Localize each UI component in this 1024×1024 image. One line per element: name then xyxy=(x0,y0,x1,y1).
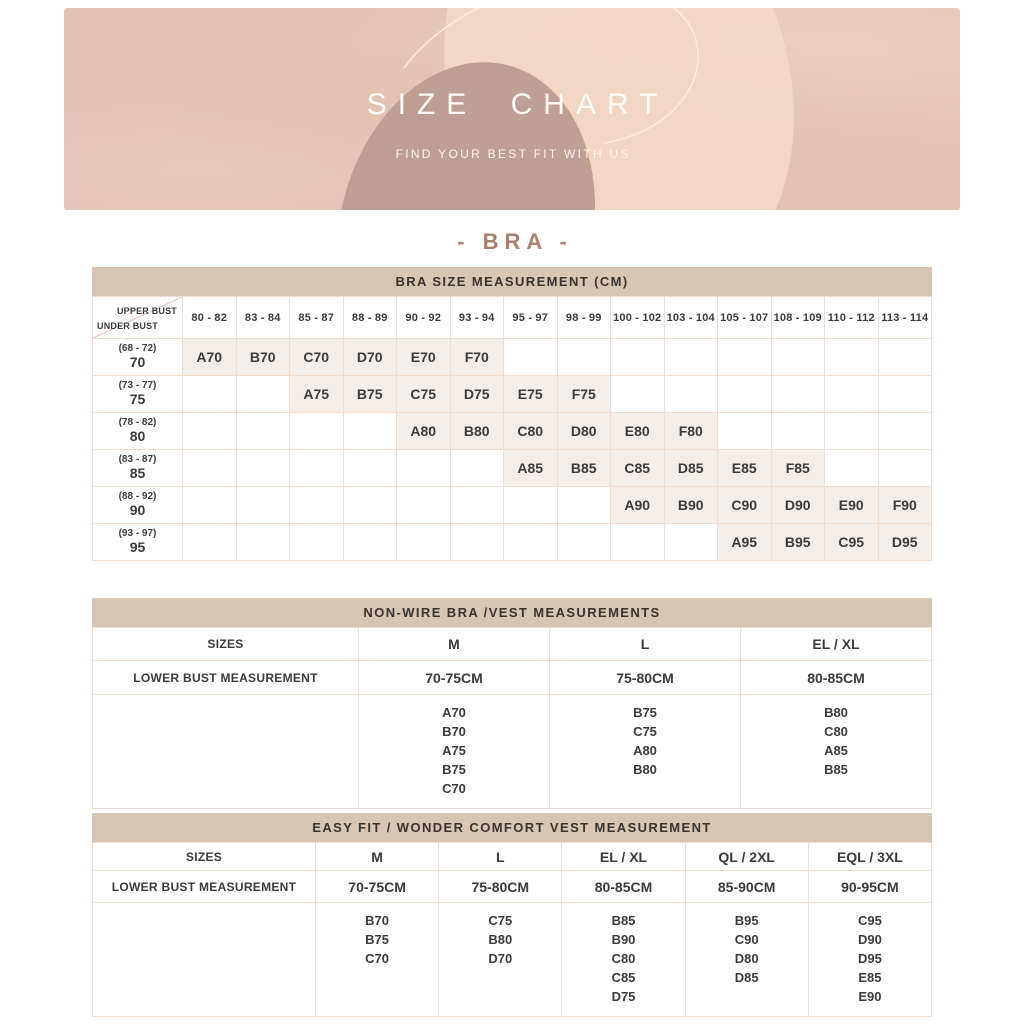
bra-size-cell xyxy=(879,376,933,413)
cup-list-cell-empty xyxy=(93,903,316,1017)
cup-size: D75 xyxy=(611,989,636,1004)
bra-size-cell xyxy=(237,413,291,450)
bra-size-cell xyxy=(718,376,772,413)
bust-range-cell: 90-95CM xyxy=(809,871,932,903)
cup-list-cell-empty xyxy=(93,695,359,809)
bra-size-cell xyxy=(665,524,719,561)
under-bust-range: (93 - 97) xyxy=(118,528,157,540)
bra-size-cell: F80 xyxy=(665,413,719,450)
cup-size: B85 xyxy=(611,913,636,928)
under-bust-label-cell xyxy=(93,413,183,450)
cup-size: A70 xyxy=(442,705,466,720)
bra-size-cell: B75 xyxy=(344,376,398,413)
bra-size-cell: D70 xyxy=(344,339,398,376)
cup-size: B80 xyxy=(633,762,657,777)
cup-size: D85 xyxy=(734,970,759,985)
bra-size-cell xyxy=(397,487,451,524)
upper-bust-range-cell: 103 - 104 xyxy=(665,297,719,339)
bra-size-cell xyxy=(237,450,291,487)
bra-size-cell xyxy=(183,487,237,524)
bra-size-cell xyxy=(665,376,719,413)
bra-size-cell: E80 xyxy=(611,413,665,450)
bra-size-grid xyxy=(92,296,932,561)
bra-size-cell: C95 xyxy=(825,524,879,561)
cup-size: C90 xyxy=(734,932,759,947)
under-bust-size: 95 xyxy=(129,539,146,556)
easyfit-table xyxy=(92,813,932,1017)
under-bust-label-cell xyxy=(93,487,183,524)
bra-size-cell: F90 xyxy=(879,487,933,524)
cup-size: D95 xyxy=(857,951,882,966)
bra-size-cell xyxy=(397,524,451,561)
size-name-cell: M xyxy=(359,628,550,661)
cup-size: D70 xyxy=(488,951,513,966)
bra-size-cell xyxy=(237,524,291,561)
under-bust-range: (88 - 92) xyxy=(118,491,157,503)
bra-size-cell xyxy=(504,339,558,376)
bra-size-cell xyxy=(558,339,612,376)
nonwire-grid xyxy=(92,627,932,809)
cup-list-cell xyxy=(550,695,741,809)
bust-range-cell: 75-80CM xyxy=(439,871,562,903)
bra-size-cell xyxy=(611,339,665,376)
under-bust-label: UNDER BUST xyxy=(97,321,159,331)
cup-list-cell xyxy=(359,695,550,809)
bra-size-cell: D95 xyxy=(879,524,933,561)
cup-size: B75 xyxy=(633,705,657,720)
upper-bust-range-cell: 105 - 107 xyxy=(718,297,772,339)
size-name-cell: EL / XL xyxy=(562,843,685,871)
cup-size: C95 xyxy=(857,913,882,928)
bra-size-cell: A80 xyxy=(397,413,451,450)
bra-size-cell xyxy=(183,524,237,561)
bra-size-cell: B90 xyxy=(665,487,719,524)
bra-size-cell: B95 xyxy=(772,524,826,561)
bra-size-cell xyxy=(825,413,879,450)
bra-size-cell xyxy=(825,339,879,376)
bra-size-cell xyxy=(558,487,612,524)
cup-size: D90 xyxy=(857,932,882,947)
cup-size: B70 xyxy=(365,913,390,928)
cup-size: C70 xyxy=(442,781,466,796)
upper-bust-label: UPPER BUST xyxy=(116,306,177,316)
bra-size-cell: F85 xyxy=(772,450,826,487)
bra-size-cell: C80 xyxy=(504,413,558,450)
sizes-row-label: SIZES xyxy=(93,843,316,871)
bra-size-cell: D75 xyxy=(451,376,505,413)
bra-size-cell: E70 xyxy=(397,339,451,376)
under-bust-size: 70 xyxy=(129,354,146,371)
bra-size-cell xyxy=(290,524,344,561)
bra-size-cell: F70 xyxy=(451,339,505,376)
bra-size-cell xyxy=(344,450,398,487)
upper-bust-range-cell: 113 - 114 xyxy=(879,297,933,339)
bra-size-cell xyxy=(183,413,237,450)
upper-bust-range-cell: 95 - 97 xyxy=(504,297,558,339)
size-name-cell: QL / 2XL xyxy=(686,843,809,871)
bra-size-cell xyxy=(290,450,344,487)
cup-size: B80 xyxy=(488,932,513,947)
bra-size-cell: A70 xyxy=(183,339,237,376)
bra-size-cell: C85 xyxy=(611,450,665,487)
sizes-row-label: SIZES xyxy=(93,628,359,661)
bra-size-cell xyxy=(879,413,933,450)
cup-list-cell xyxy=(741,695,932,809)
bra-size-cell xyxy=(825,376,879,413)
size-name-cell: EL / XL xyxy=(741,628,932,661)
cup-size: A85 xyxy=(824,743,848,758)
easyfit-grid xyxy=(92,842,932,1017)
size-name-cell: EQL / 3XL xyxy=(809,843,932,871)
bra-size-cell xyxy=(451,524,505,561)
cup-list-cell xyxy=(562,903,685,1017)
bra-size-cell: B80 xyxy=(451,413,505,450)
upper-bust-range-cell: 85 - 87 xyxy=(290,297,344,339)
bra-size-cell xyxy=(718,413,772,450)
bra-size-cell: B85 xyxy=(558,450,612,487)
cup-size: B85 xyxy=(824,762,848,777)
page-title: SIZE CHART xyxy=(366,88,669,121)
bra-size-cell xyxy=(879,339,933,376)
upper-bust-range-cell: 88 - 89 xyxy=(344,297,398,339)
cup-size: B75 xyxy=(365,932,390,947)
cup-size: E85 xyxy=(858,970,882,985)
bra-size-cell: C75 xyxy=(397,376,451,413)
cup-size: E90 xyxy=(858,989,882,1004)
size-name-cell: L xyxy=(439,843,562,871)
bra-size-cell xyxy=(611,376,665,413)
bust-range-cell: 80-85CM xyxy=(741,661,932,695)
under-bust-size: 80 xyxy=(129,428,146,445)
bra-size-cell xyxy=(879,450,933,487)
bra-size-cell xyxy=(772,376,826,413)
bra-size-cell: B70 xyxy=(237,339,291,376)
cup-size: B95 xyxy=(734,913,759,928)
under-bust-label-cell xyxy=(93,524,183,561)
under-bust-range: (68 - 72) xyxy=(118,343,157,355)
bra-size-cell xyxy=(237,376,291,413)
upper-bust-range-cell: 100 - 102 xyxy=(611,297,665,339)
cup-size: B80 xyxy=(824,705,848,720)
bra-size-cell xyxy=(665,339,719,376)
bra-size-cell xyxy=(504,487,558,524)
section-heading-bra: - BRA - xyxy=(457,229,573,254)
bra-size-cell xyxy=(290,487,344,524)
bra-size-cell: A85 xyxy=(504,450,558,487)
upper-bust-range-cell: 83 - 84 xyxy=(237,297,291,339)
bra-size-cell: E85 xyxy=(718,450,772,487)
bra-size-cell: E75 xyxy=(504,376,558,413)
bra-size-cell: A95 xyxy=(718,524,772,561)
bust-range-cell: 70-75CM xyxy=(316,871,439,903)
under-bust-label-cell xyxy=(93,339,183,376)
nonwire-table-title: NON-WIRE BRA /VEST MEASUREMENTS xyxy=(92,598,932,627)
under-bust-size: 85 xyxy=(129,465,146,482)
bra-size-cell: F75 xyxy=(558,376,612,413)
under-bust-label-cell xyxy=(93,376,183,413)
cup-size: B90 xyxy=(611,932,636,947)
bra-size-cell: A75 xyxy=(290,376,344,413)
cup-list-cell xyxy=(316,903,439,1017)
cup-size: C75 xyxy=(488,913,513,928)
cup-size: C85 xyxy=(611,970,636,985)
bra-size-cell xyxy=(237,487,291,524)
bra-size-cell: E90 xyxy=(825,487,879,524)
bra-size-cell: A90 xyxy=(611,487,665,524)
under-bust-size: 90 xyxy=(129,502,146,519)
cup-size: C80 xyxy=(824,724,848,739)
bra-size-cell xyxy=(504,524,558,561)
banner xyxy=(64,8,960,210)
under-bust-label-cell xyxy=(93,450,183,487)
page-subtitle: FIND YOUR BEST FIT WITH US xyxy=(395,147,631,161)
bra-size-cell xyxy=(344,413,398,450)
cup-size: B70 xyxy=(442,724,466,739)
easyfit-table-title: EASY FIT / WONDER COMFORT VEST MEASUREMENT xyxy=(92,813,932,842)
bra-size-cell xyxy=(772,339,826,376)
upper-bust-range-cell: 108 - 109 xyxy=(772,297,826,339)
bra-size-table xyxy=(92,267,932,561)
bra-size-cell xyxy=(611,524,665,561)
bra-size-cell: C90 xyxy=(718,487,772,524)
bust-range-cell: 80-85CM xyxy=(562,871,685,903)
under-bust-range: (83 - 87) xyxy=(118,454,157,466)
upper-bust-range-cell: 90 - 92 xyxy=(397,297,451,339)
bra-size-cell xyxy=(558,524,612,561)
under-bust-size: 75 xyxy=(129,391,146,408)
bra-size-cell xyxy=(451,450,505,487)
bust-range-cell: 70-75CM xyxy=(359,661,550,695)
bra-size-cell xyxy=(397,450,451,487)
bra-size-cell xyxy=(772,413,826,450)
cup-list-cell xyxy=(809,903,932,1017)
bra-size-cell xyxy=(451,487,505,524)
upper-bust-range-cell: 98 - 99 xyxy=(558,297,612,339)
under-bust-range: (73 - 77) xyxy=(118,380,157,392)
upper-bust-range-cell: 80 - 82 xyxy=(183,297,237,339)
bra-size-cell xyxy=(718,339,772,376)
corner-cell xyxy=(93,297,183,339)
bra-size-cell: D80 xyxy=(558,413,612,450)
nonwire-table xyxy=(92,598,932,809)
cup-list-cell xyxy=(439,903,562,1017)
cup-size: C75 xyxy=(633,724,657,739)
bra-size-cell xyxy=(344,487,398,524)
under-bust-range: (78 - 82) xyxy=(118,417,157,429)
bra-size-cell xyxy=(344,524,398,561)
bra-size-cell xyxy=(825,450,879,487)
cup-size: C80 xyxy=(611,951,636,966)
size-name-cell: M xyxy=(316,843,439,871)
lower-bust-row-label: LOWER BUST MEASUREMENT xyxy=(93,871,316,903)
cup-size: A80 xyxy=(633,743,657,758)
banner-text xyxy=(64,88,960,161)
bust-range-cell: 75-80CM xyxy=(550,661,741,695)
cup-list-cell xyxy=(686,903,809,1017)
bra-size-cell: C70 xyxy=(290,339,344,376)
bra-size-cell xyxy=(290,413,344,450)
bra-table-title: BRA SIZE MEASUREMENT (CM) xyxy=(92,267,932,296)
cup-size: C70 xyxy=(365,951,390,966)
bra-size-cell: D85 xyxy=(665,450,719,487)
bust-range-cell: 85-90CM xyxy=(686,871,809,903)
bra-size-cell xyxy=(183,376,237,413)
cup-size: A75 xyxy=(442,743,466,758)
bra-size-cell xyxy=(183,450,237,487)
cup-size: B75 xyxy=(442,762,466,777)
upper-bust-range-cell: 110 - 112 xyxy=(825,297,879,339)
size-name-cell: L xyxy=(550,628,741,661)
cup-size: D80 xyxy=(734,951,759,966)
bra-size-cell: D90 xyxy=(772,487,826,524)
lower-bust-row-label: LOWER BUST MEASUREMENT xyxy=(93,661,359,695)
upper-bust-range-cell: 93 - 94 xyxy=(451,297,505,339)
